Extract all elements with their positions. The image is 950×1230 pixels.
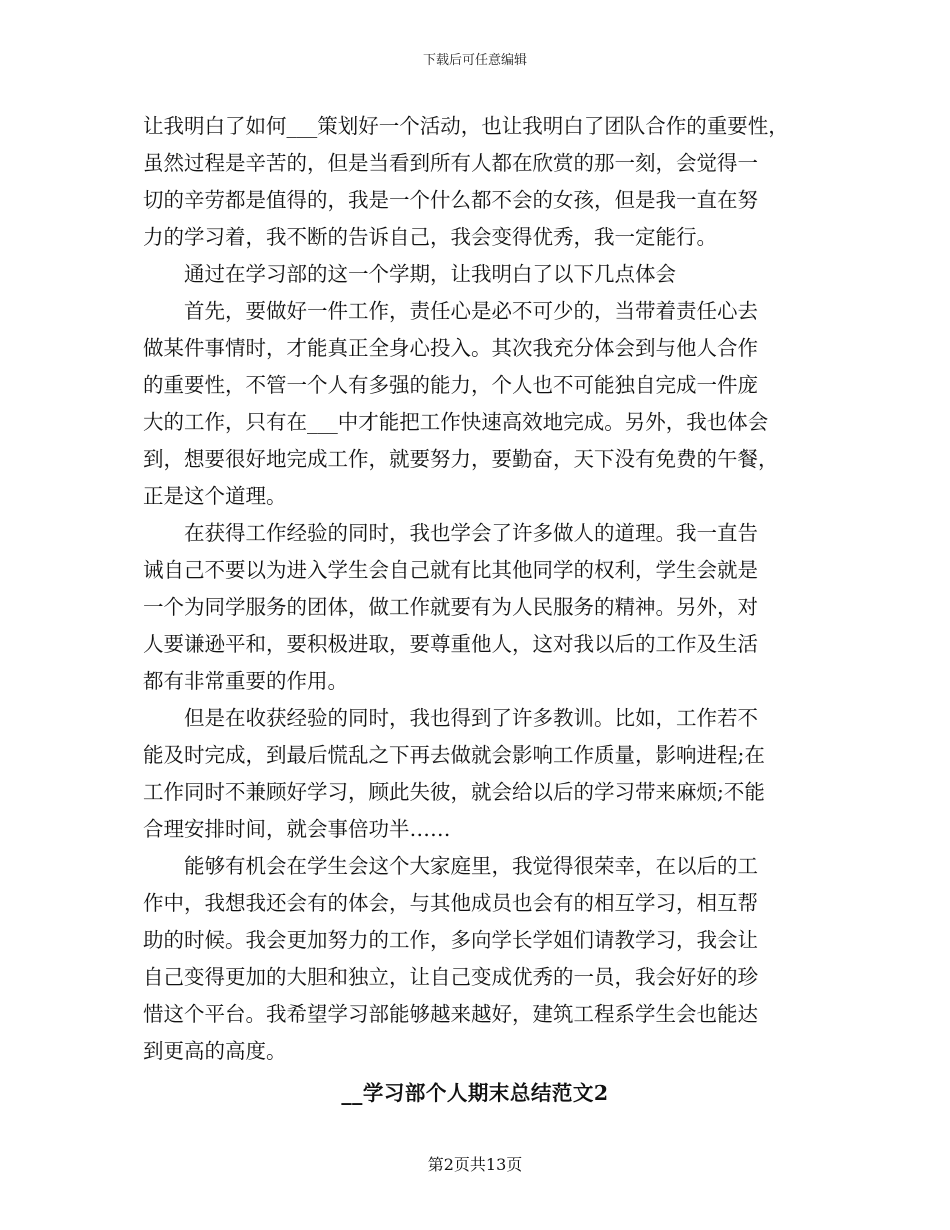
text-line: 大的工作，只有在___中才能把工作快速高效地完成。另外，我也体会 [143, 410, 769, 434]
text-line: 但是在收获经验的同时，我也得到了许多教训。比如，工作若不 [184, 706, 758, 730]
document-body [143, 108, 811, 1070]
text-line: 合理安排时间，就会事倍功半…… [143, 817, 451, 841]
text-line: 做某件事情时，才能真正全身心投入。其次我充分体会到与他人合作 [143, 336, 758, 360]
text-line: 虽然过程是辛苦的，但是当看到所有人都在欣赏的那一刻，会觉得一 [143, 151, 758, 175]
text-line: 都有非常重要的作用。 [143, 669, 348, 693]
text-line: 到更高的高度。 [143, 1039, 287, 1063]
text-line: 让我明白了如何___策划好一个活动，也让我明白了团队合作的重要性， [143, 114, 789, 138]
text-line: 能够有机会在学生会这个大家庭里，我觉得很荣幸，在以后的工 [184, 854, 758, 878]
text-line: 能及时完成，到最后慌乱之下再去做就会影响工作质量，影响进程;在 [143, 743, 765, 767]
section-title: __学习部个人期末总结范文2 [341, 1081, 609, 1105]
text-line: 切的辛劳都是值得的，我是一个什么都不会的女孩，但是我一直在努 [143, 188, 758, 212]
text-line: 正是这个道理。 [143, 484, 287, 508]
text-line: 工作同时不兼顾好学习，顾此失彼，就会给以后的学习带来麻烦;不能 [143, 780, 765, 804]
text-line: 首先，要做好一件工作，责任心是必不可少的，当带着责任心去 [184, 299, 758, 323]
text-line: 到，想要很好地完成工作，就要努力，要勤奋，天下没有免费的午餐， [143, 447, 779, 471]
text-line: 力的学习着，我不断的告诉自己，我会变得优秀，我一定能行。 [143, 225, 717, 249]
text-line: 惜这个平台。我希望学习部能够越来越好，建筑工程系学生会也能达 [143, 1002, 758, 1026]
text-line: 助的时候。我会更加努力的工作，多向学长学姐们请教学习，我会让 [143, 928, 758, 952]
text-line: 人要谦逊平和，要积极进取，要尊重他人，这对我以后的工作及生活 [143, 632, 758, 656]
text-line: 在获得工作经验的同时，我也学会了许多做人的道理。我一直告 [184, 521, 758, 545]
text-line: 通过在学习部的这一个学期，让我明白了以下几点体会 [184, 262, 676, 286]
text-line: 诫自己不要以为进入学生会自己就有比其他同学的权利，学生会就是 [143, 558, 758, 582]
page-header-note: 下载后可任意编辑 [422, 53, 527, 68]
text-line: 自己变得更加的大胆和独立，让自己变成优秀的一员，我会好好的珍 [143, 965, 758, 989]
text-line: 一个为同学服务的团体，做工作就要有为人民服务的精神。另外，对 [143, 595, 758, 619]
text-line: 作中，我想我还会有的体会，与其他成员也会有的相互学习，相互帮 [143, 891, 758, 915]
page-number-footer: 第2页共13页 [427, 1155, 523, 1174]
text-line: 的重要性，不管一个人有多强的能力，个人也不可能独自完成一件庞 [143, 373, 758, 397]
